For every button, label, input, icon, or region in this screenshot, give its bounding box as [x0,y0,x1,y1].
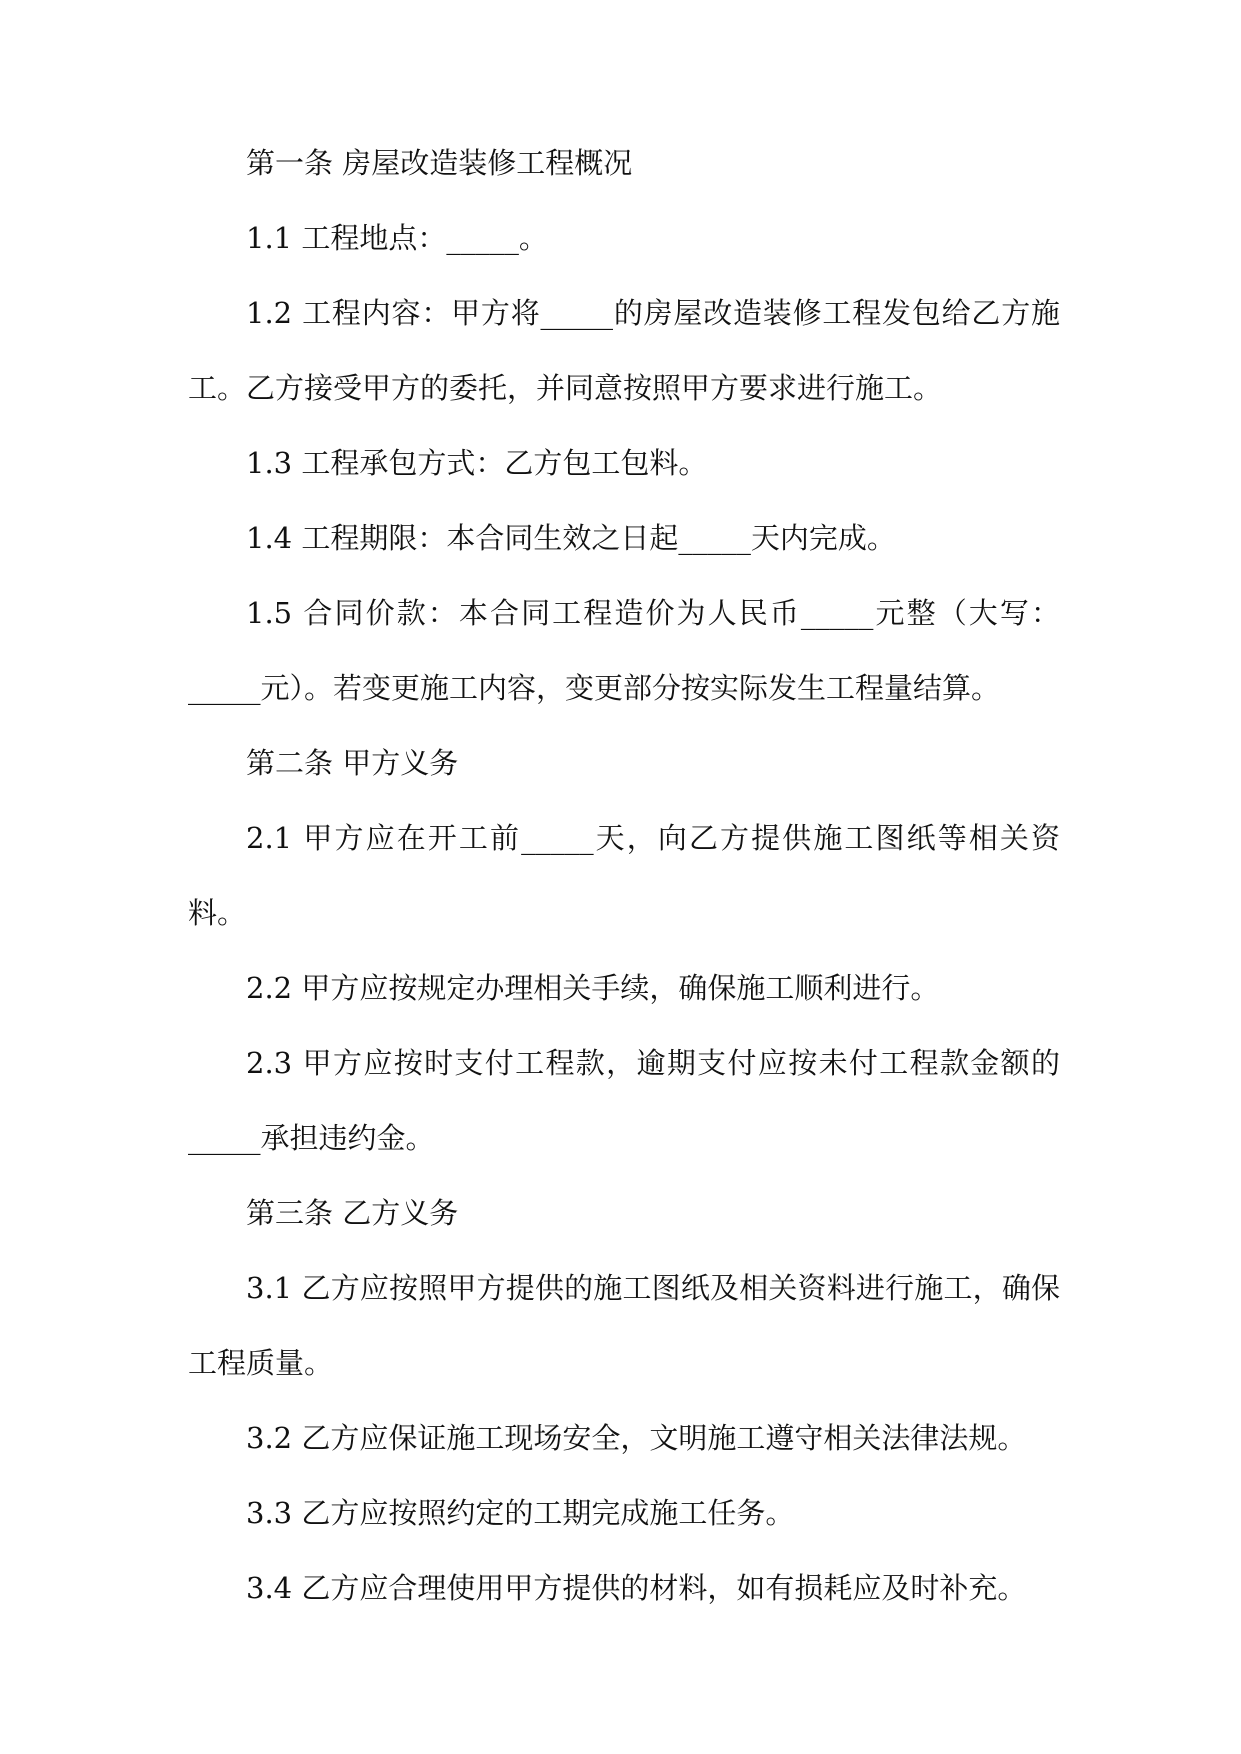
clause-1-3: 1.3 工程承包方式：乙方包工包料。 [246,446,708,480]
clause-1-5: 1.5 合同价款：本合同工程造价为人民币_____元整（大写：_____元）。若变更施工内容，变更部分按实际发生工程量结算。 [188,596,1060,705]
clause-1-1: 1.1 工程地点：_____。 [246,221,548,255]
clause-3-2: 3.2 乙方应保证施工现场安全，文明施工遵守相关法律法规。 [246,1421,1027,1455]
section-heading-2: 第二条 甲方义务 [246,746,459,780]
clause-2-2: 2.2 甲方应按规定办理相关手续，确保施工顺利进行。 [246,971,940,1005]
clause-3-3: 3.3 乙方应按照约定的工期完成施工任务。 [246,1496,795,1530]
clause-2-1: 2.1 甲方应在开工前_____天，向乙方提供施工图纸等相关资料。 [188,821,1060,930]
section-heading-3: 第三条 乙方义务 [246,1196,459,1230]
clause-3-4: 3.4 乙方应合理使用甲方提供的材料，如有损耗应及时补充。 [246,1571,1027,1605]
section-heading-1: 第一条 房屋改造装修工程概况 [246,146,633,180]
clause-2-3: 2.3 甲方应按时支付工程款，逾期支付应按未付工程款金额的_____承担违约金。 [188,1046,1060,1155]
clause-3-1: 3.1 乙方应按照甲方提供的施工图纸及相关资料进行施工，确保工程质量。 [188,1271,1060,1380]
document-page [188,126,1060,1626]
clause-1-2: 1.2 工程内容：甲方将_____的房屋改造装修工程发包给乙方施工。乙方接受甲方的委托，并同意按照甲方要求进行施工。 [188,296,1060,405]
clause-1-4: 1.4 工程期限：本合同生效之日起_____天内完成。 [246,521,896,555]
